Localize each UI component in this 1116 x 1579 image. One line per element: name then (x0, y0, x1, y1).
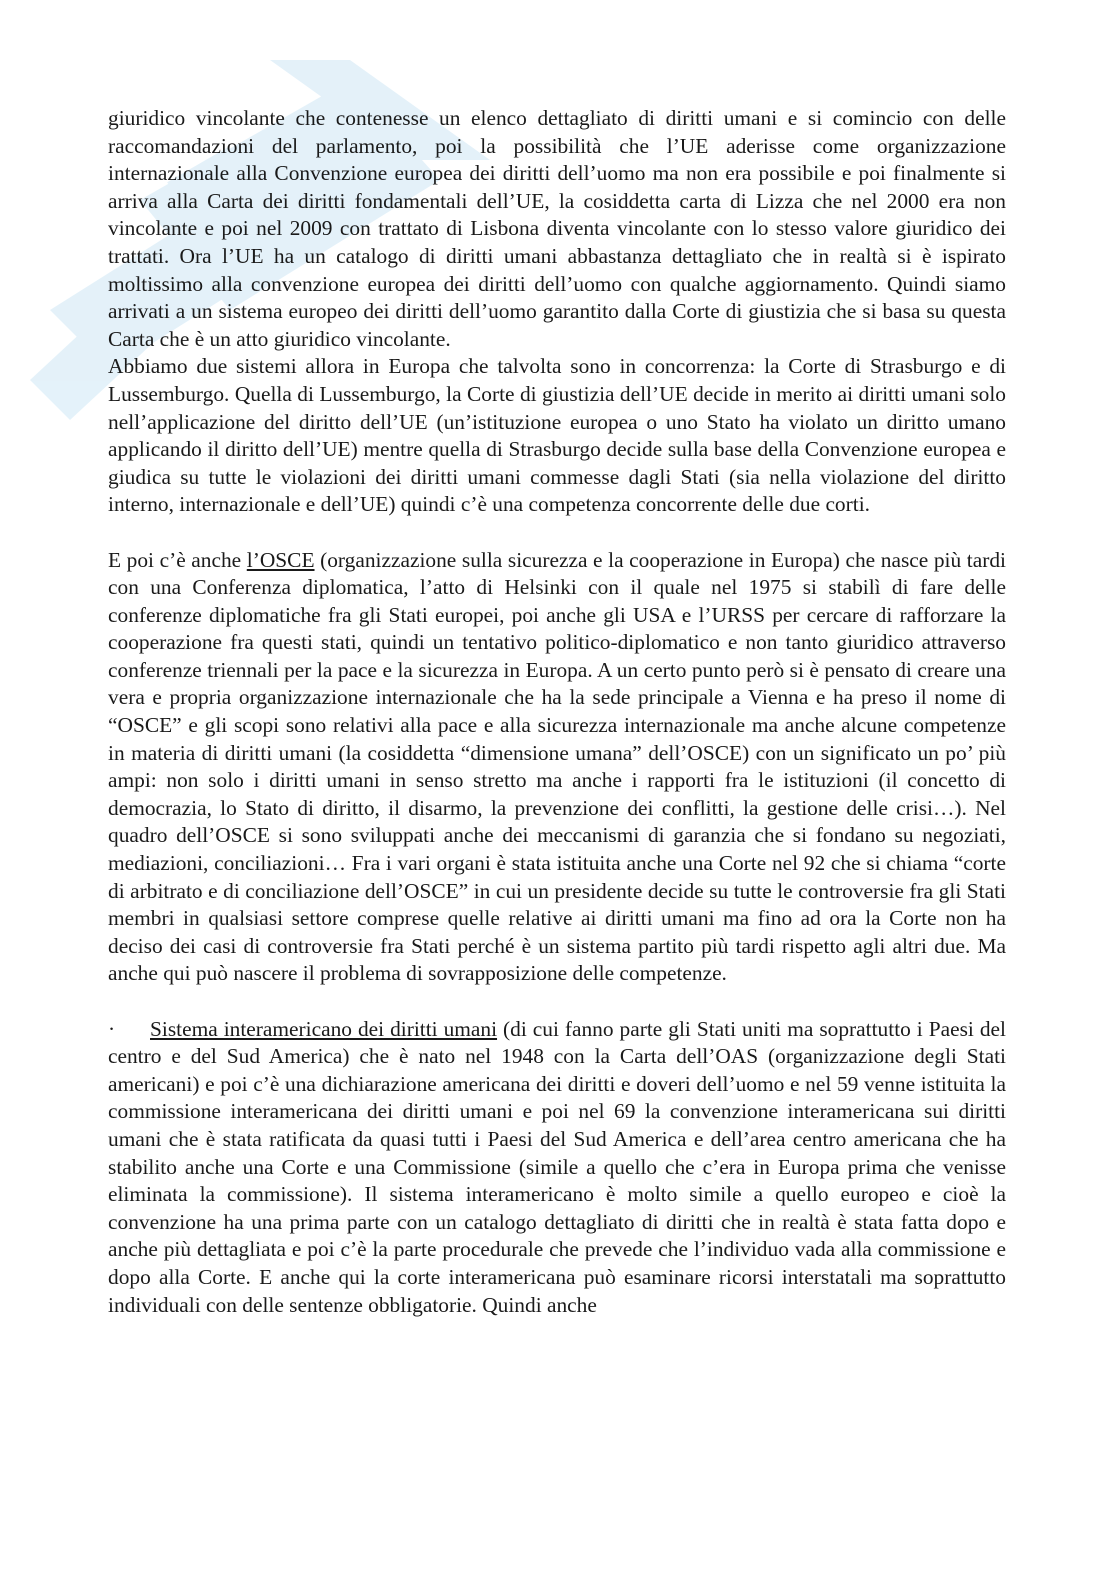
paragraph-due-sistemi: Abbiamo due sistemi allora in Europa che talvolta sono in concorrenza: la Corte di Strasburgo e di Lussemburgo. Quella di Lussemburgo, la Corte di giustizia dell’UE decide in merito ai diritti umani solo nell’applicazione del diritto dell’UE (un’istituzione europea o uno Stato ha violato un diritto umano applicando il diritto dell’UE) mentre quella di Strasburgo decide sulla base della Convenzione europea e giudica su tutte le violazioni dei diritti umani commesse dagli Stati (sia nella violazione del diritto interno, internazionale e dell’UE) quindi c’è una competenza concorrente delle due corti. (108, 354, 1006, 517)
osce-intro: E poi c’è anche (108, 547, 247, 572)
document-page (108, 105, 1006, 1319)
bullet-marker: · (108, 1016, 116, 1041)
interamericano-heading: Sistema interamericano dei diritti umani (150, 1016, 498, 1041)
paragraph-carta-diritti: giuridico vincolante che contenesse un elenco dettagliato di diritti umani e si comincio con delle raccomandazioni del parlamento, poi la possibilità che l’UE aderisse come organizzazione internazionale alla Convenzione europea dei diritti dell’uomo ma non era possibile e poi finalmente si arriva alla Carta dei diritti fondamentali dell’UE, la cosiddetta carta di Lizza che nel 2000 era non vincolante e poi nel 2009 con trattato di Lisbona diventa vincolante con lo stesso valore giuridico dei trattati. Ora l’UE ha un catalogo di diritti umani abbastanza dettagliato che in realtà si è ispirato moltissimo alla convenzione europea dei diritti dell’uomo con qualche aggiornamento. Quindi siamo arrivati a un sistema europeo dei diritti dell’uomo garantito dalla Corte di giustizia che si basa su questa Carta che è un atto giuridico vincolante. (108, 106, 1006, 351)
interamericano-body: (di cui fanno parte gli Stati uniti ma soprattutto i Paesi del centro e del Sud America) che è nato nel 1948 con la Carta dell’OAS (organizzazione degli Stati americani) e poi c’è una dichiarazione americana dei diritti e doveri dell’uomo e nel 59 venne istituita la commissione interamericana dei diritti umani e poi nel 69 la convenzione interamericana sui diritti umani che è stata ratificata da quasi tutti i Paesi del Sud America e dell’area centro americana che ha stabilito anche una Corte e una Commissione (simile a quello che c’era in Europa prima che venisse eliminata la commissione). Il sistema interamericano è molto simile a quello europeo e cioè la convenzione ha una prima parte con un catalogo dettagliato di diritti che in realtà è stata fatta dopo e anche più dettagliata e poi c’è la parte procedurale che prevede che l’individuo vada alla commissione e dopo alla Corte. E anche qui la corte interamericana può esaminare ricorsi interstatali ma soprattutto individuali con delle sentenze obbligatorie. Quindi anche (108, 1016, 1006, 1317)
osce-heading: l’OSCE (246, 547, 315, 572)
paragraph-osce (108, 547, 1006, 989)
osce-body: (organizzazione sulla sicurezza e la cooperazione in Europa) che nasce più tardi con una Conferenza diplomatica, l’atto di Helsinki con il quale nel 1975 si stabilì di fare delle conferenze diplomatiche fra gli Stati europei, poi anche gli USA e l’URSS per cercare di rafforzare la cooperazione fra questi stati, quindi un tentativo politico-diplomatico e non tanto giuridico attraverso conferenze triennali per la pace e la sicurezza in Europa. A un certo punto però si è pensato di creare una vera e propria organizzazione internazionale che ha la sede principale a Vienna e ha preso il nome di “OSCE” e gli scopi sono relativi alla pace e alla sicurezza internazionale ma anche alcune competenze in materia di diritti umani (la cosiddetta “dimensione umana” dell’OSCE) con un significato un po’ più ampi: non solo i diritti umani in senso stretto ma anche i rapporti fra le istituzioni (il concetto di democrazia, lo Stato di diritto, il disarmo, la prevenzione dei conflitti, la gestione delle crisi…). Nel quadro dell’OSCE si sono sviluppati anche dei meccanismi di garanzia che si fondano su negoziati, mediazioni, conciliazioni… Fra i vari organi è stata istituita anche una Corte nel 92 che si chiama “corte di arbitrato e di conciliazione dell’OSCE” in cui un presidente decide su tutte le controversie fra gli Stati membri in qualsiasi settore comprese quelle relative ai diritti umani ma fino ad ora la Corte non ha deciso dei casi di controversie fra Stati perché è un sistema partito più tardi rispetto agli altri due. Ma anche qui può nascere il problema di sovrapposizione delle competenze. (108, 547, 1006, 986)
paragraph-interamericano (108, 1016, 1006, 1320)
